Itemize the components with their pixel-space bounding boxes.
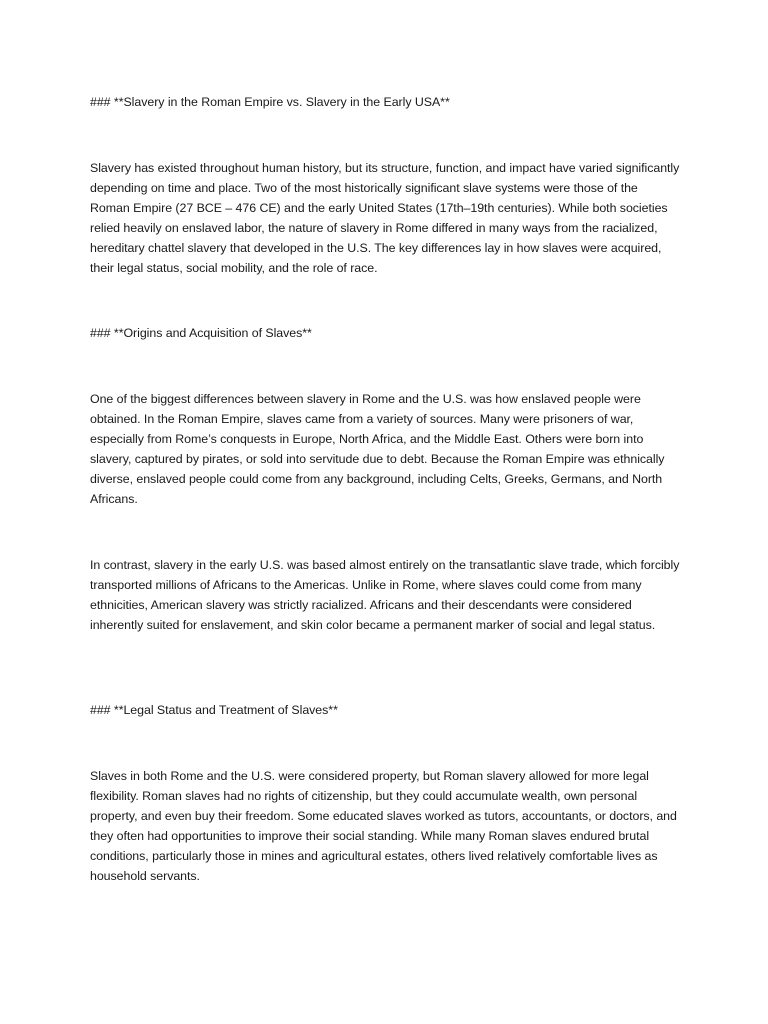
title-heading: ### **Slavery in the Roman Empire vs. Slavery in the Early USA** — [90, 95, 450, 109]
paragraph-origins-us: In contrast, slavery in the early U.S. was based almost entirely on the transatlantic slave trade, which forcibly transported millions of Africans to the Americas. Unlike in Rome, where slaves could come from many ethnicities, American slavery was strictly racialized. Africans and their descendants were considered inherently suited for enslavement, and skin color became a permanent marker of social and legal status. — [90, 558, 680, 632]
paragraph-origins-rome: One of the biggest differences between slavery in Rome and the U.S. was how enslaved people were obtained. In the Roman Empire, slaves came from a variety of sources. Many were prisoners of war, especially from Rome’s conquests in Europe, North Africa, and the Middle East. Others were born into slavery, captured by pirates, or sold into servitude due to debt. Because the Roman Empire was ethnically diverse, enslaved people could come from any background, including Celts, Greeks, Germans, and North Africans. — [90, 392, 665, 506]
paragraph-legal-status: Slaves in both Rome and the U.S. were considered property, but Roman slavery allowed for more legal flexibility. Roman slaves had no rights of citizenship, but they could accumulate wealth, own personal property, and even buy their freedom. Some educated slaves worked as tutors, accountants, or doctors, and they often had opportunities to improve their social standing. While many Roman slaves endured brutal conditions, particularly those in mines and agricultural estates, others lived relatively comfortable lives as household servants. — [90, 769, 677, 883]
intro-paragraph: Slavery has existed throughout human history, but its structure, function, and impact have varied significantly depending on time and place. Two of the most historically significant slave systems were those of the Roman Empire (27 BCE – 476 CE) and the early United States (17th–19th centuries). While both societies relied heavily on enslaved labor, the nature of slavery in Rome differed in many ways from the racialized, hereditary chattel slavery that developed in the U.S. The key differences lay in how slaves were acquired, their legal status, social mobility, and the role of race. — [90, 161, 680, 275]
section-heading-origins: ### **Origins and Acquisition of Slaves** — [90, 326, 312, 340]
section-heading-legal-status: ### **Legal Status and Treatment of Slaves** — [90, 703, 338, 717]
